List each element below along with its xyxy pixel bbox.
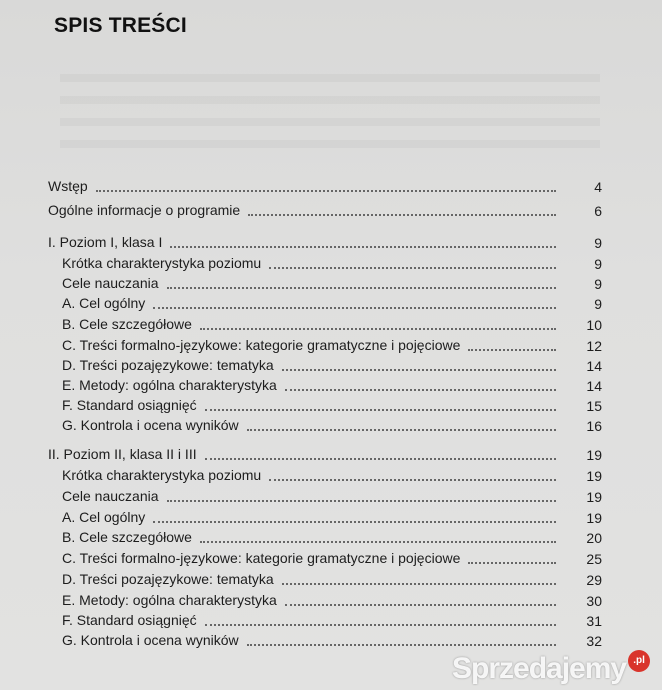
leader-dots	[170, 246, 556, 248]
leader-dots	[247, 429, 556, 431]
leader-dots	[285, 604, 556, 606]
watermark: Sprzedajemy	[452, 652, 627, 685]
toc-entry	[0, 316, 662, 336]
toc-entry	[0, 337, 662, 357]
toc-entry-label: G. Kontrola i ocena wyników	[62, 632, 239, 648]
toc-entry-label: Krótka charakterystyka poziomu	[62, 467, 262, 483]
toc-entry	[0, 509, 662, 529]
toc-entry	[0, 446, 662, 466]
toc-entry-label: C. Treści formalno-językowe: kategorie gramatyczne i pojęciowe	[62, 337, 461, 353]
leader-dots	[167, 287, 556, 289]
toc-entry	[0, 550, 662, 570]
toc-entry-page: 25	[586, 551, 602, 567]
toc-entry	[0, 397, 662, 417]
leader-dots	[153, 521, 556, 523]
toc-entry-page: 30	[586, 593, 602, 609]
leader-dots	[468, 562, 556, 564]
toc-entry-page: 32	[586, 633, 602, 649]
toc-entry-label: B. Cele szczegółowe	[62, 529, 192, 545]
toc-entry-page: 9	[594, 276, 602, 292]
toc-entry-page: 19	[586, 447, 602, 463]
toc-entry-page: 9	[594, 235, 602, 251]
toc-entry-page: 29	[586, 572, 602, 588]
watermark-badge: .pl	[628, 650, 650, 672]
leader-dots	[282, 583, 556, 585]
leader-dots	[269, 267, 556, 269]
toc-entry	[0, 178, 662, 198]
toc-entry	[0, 467, 662, 487]
toc-entry	[0, 529, 662, 549]
toc-entry-label: E. Metody: ogólna charakterystyka	[62, 592, 277, 608]
leader-dots	[205, 458, 556, 460]
toc-entry	[0, 592, 662, 612]
toc-entry-label: Cele nauczania	[62, 275, 159, 291]
toc-entry-page: 10	[586, 317, 602, 333]
leader-dots	[205, 409, 556, 411]
toc-entry	[0, 417, 662, 437]
toc-entry-label: II. Poziom II, klasa II i III	[48, 446, 197, 462]
toc-entry-page: 19	[586, 510, 602, 526]
toc-entry	[0, 255, 662, 275]
toc-entry	[0, 377, 662, 397]
leader-dots	[200, 541, 556, 543]
toc-entry-page: 20	[586, 530, 602, 546]
watermark-group	[452, 652, 650, 686]
toc-entry	[0, 357, 662, 377]
toc-entry-page: 9	[594, 296, 602, 312]
toc-entry-label: B. Cele szczegółowe	[62, 316, 192, 332]
toc-entry-page: 15	[586, 398, 602, 414]
toc-entry-page: 4	[594, 179, 602, 195]
toc-entry-page: 14	[586, 358, 602, 374]
bleed-through-text	[60, 60, 600, 150]
toc-entry-page: 6	[594, 203, 602, 219]
toc-entry-label: F. Standard osiągnięć	[62, 612, 197, 628]
leader-dots	[468, 349, 556, 351]
leader-dots	[153, 307, 556, 309]
toc-entry-page: 19	[586, 489, 602, 505]
toc-entry-page: 31	[586, 613, 602, 629]
toc-entry-label: D. Treści pozajęzykowe: tematyka	[62, 571, 274, 587]
toc-entry-page: 14	[586, 378, 602, 394]
toc-entry-page: 19	[586, 468, 602, 484]
toc-entry	[0, 488, 662, 508]
toc-entry	[0, 234, 662, 254]
toc-entry	[0, 275, 662, 295]
toc-entry-label: Cele nauczania	[62, 488, 159, 504]
leader-dots	[167, 500, 556, 502]
toc-entry-label: Wstęp	[48, 178, 88, 194]
toc-entry-label: G. Kontrola i ocena wyników	[62, 417, 239, 433]
toc-entry-label: A. Cel ogólny	[62, 509, 146, 525]
leader-dots	[285, 389, 556, 391]
page-title: SPIS TREŚCI	[54, 14, 187, 37]
toc-entry-label: D. Treści pozajęzykowe: tematyka	[62, 357, 274, 373]
toc-entry-page: 16	[586, 418, 602, 434]
leader-dots	[269, 479, 556, 481]
toc-entry-label: I. Poziom I, klasa I	[48, 234, 163, 250]
toc-entry	[0, 632, 662, 652]
toc-entry-label: F. Standard osiągnięć	[62, 397, 197, 413]
leader-dots	[200, 328, 556, 330]
leader-dots	[96, 190, 556, 192]
toc-entry-label: A. Cel ogólny	[62, 295, 146, 311]
toc-entry-label: E. Metody: ogólna charakterystyka	[62, 377, 277, 393]
toc-entry-page: 9	[594, 256, 602, 272]
toc-entry	[0, 571, 662, 591]
toc-entry	[0, 295, 662, 315]
toc-entry	[0, 202, 662, 222]
leader-dots	[205, 624, 556, 626]
leader-dots	[282, 369, 556, 371]
toc-entry-label: Krótka charakterystyka poziomu	[62, 255, 262, 271]
toc-entry-label: C. Treści formalno-językowe: kategorie gramatyczne i pojęciowe	[62, 550, 461, 566]
leader-dots	[247, 644, 556, 646]
toc-entry-label: Ogólne informacje o programie	[48, 202, 241, 218]
toc-entry-page: 12	[586, 338, 602, 354]
toc-entry	[0, 612, 662, 632]
leader-dots	[248, 214, 556, 216]
